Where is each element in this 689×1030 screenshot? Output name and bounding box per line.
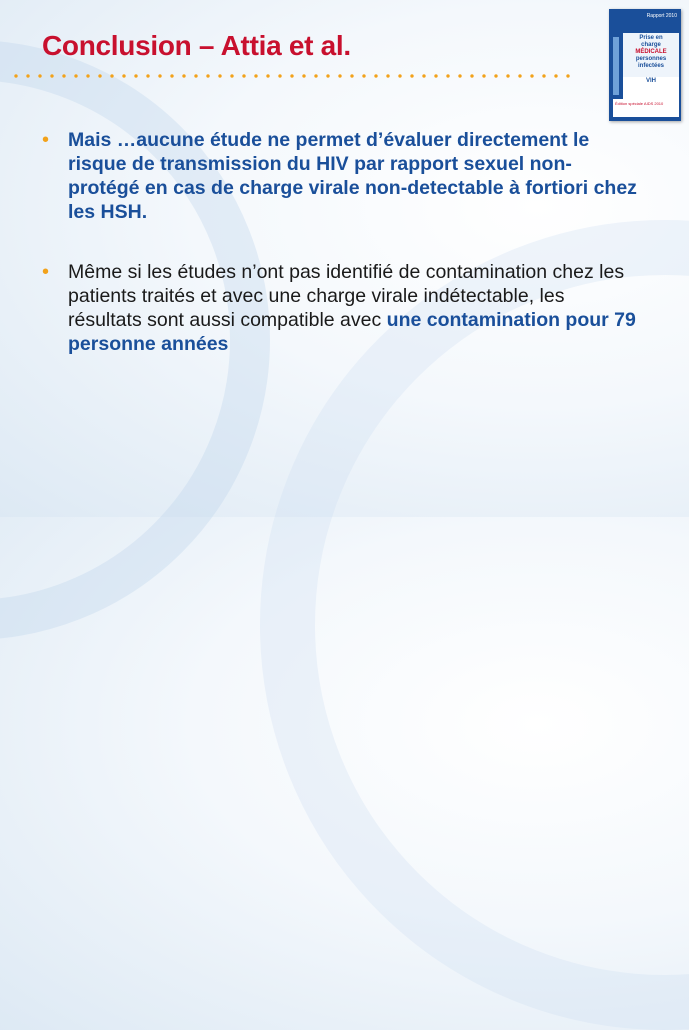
report-cover-header: Rapport 2010	[646, 13, 677, 19]
report-cover-title-line: MÉDICALE	[635, 49, 667, 55]
report-cover-title-line: personnes	[635, 56, 667, 62]
bullet-icon: •	[42, 129, 50, 151]
dotted-divider	[10, 72, 570, 80]
report-cover-image	[609, 9, 681, 121]
bullet-list	[42, 128, 642, 392]
report-cover-title-line: Prise en	[639, 35, 663, 41]
report-cover-footer: Édition spéciale AIDS 2010	[613, 99, 679, 117]
slide-title: Conclusion – Attia et al.	[42, 30, 351, 61]
report-cover-panel	[623, 77, 679, 99]
bullet-text: Mais …aucune étude ne permet d’évaluer directement le risque de transmission du HIV par rapport sexuel non-protégé en cas de charge virale non-detectable à fortiori chez les HSH.	[68, 129, 637, 223]
bullet-text: Même si les études n’ont pas identifié de contamination chez les patients traités et avec une charge virale indétectable, les résultats sont aussi compatible avec	[68, 261, 625, 331]
bullet-highlight-text: une contamination pour 79 personne années	[68, 309, 636, 355]
report-cover-title-line: VIH	[645, 78, 656, 84]
report-cover-title-line: charge	[641, 42, 661, 48]
report-cover-title	[623, 33, 679, 77]
report-cover-title-line: infectées	[637, 63, 664, 69]
report-cover-strip	[613, 37, 619, 95]
bullet-icon: •	[42, 261, 50, 283]
bullet-item	[42, 128, 642, 224]
bullet-item	[42, 260, 642, 356]
